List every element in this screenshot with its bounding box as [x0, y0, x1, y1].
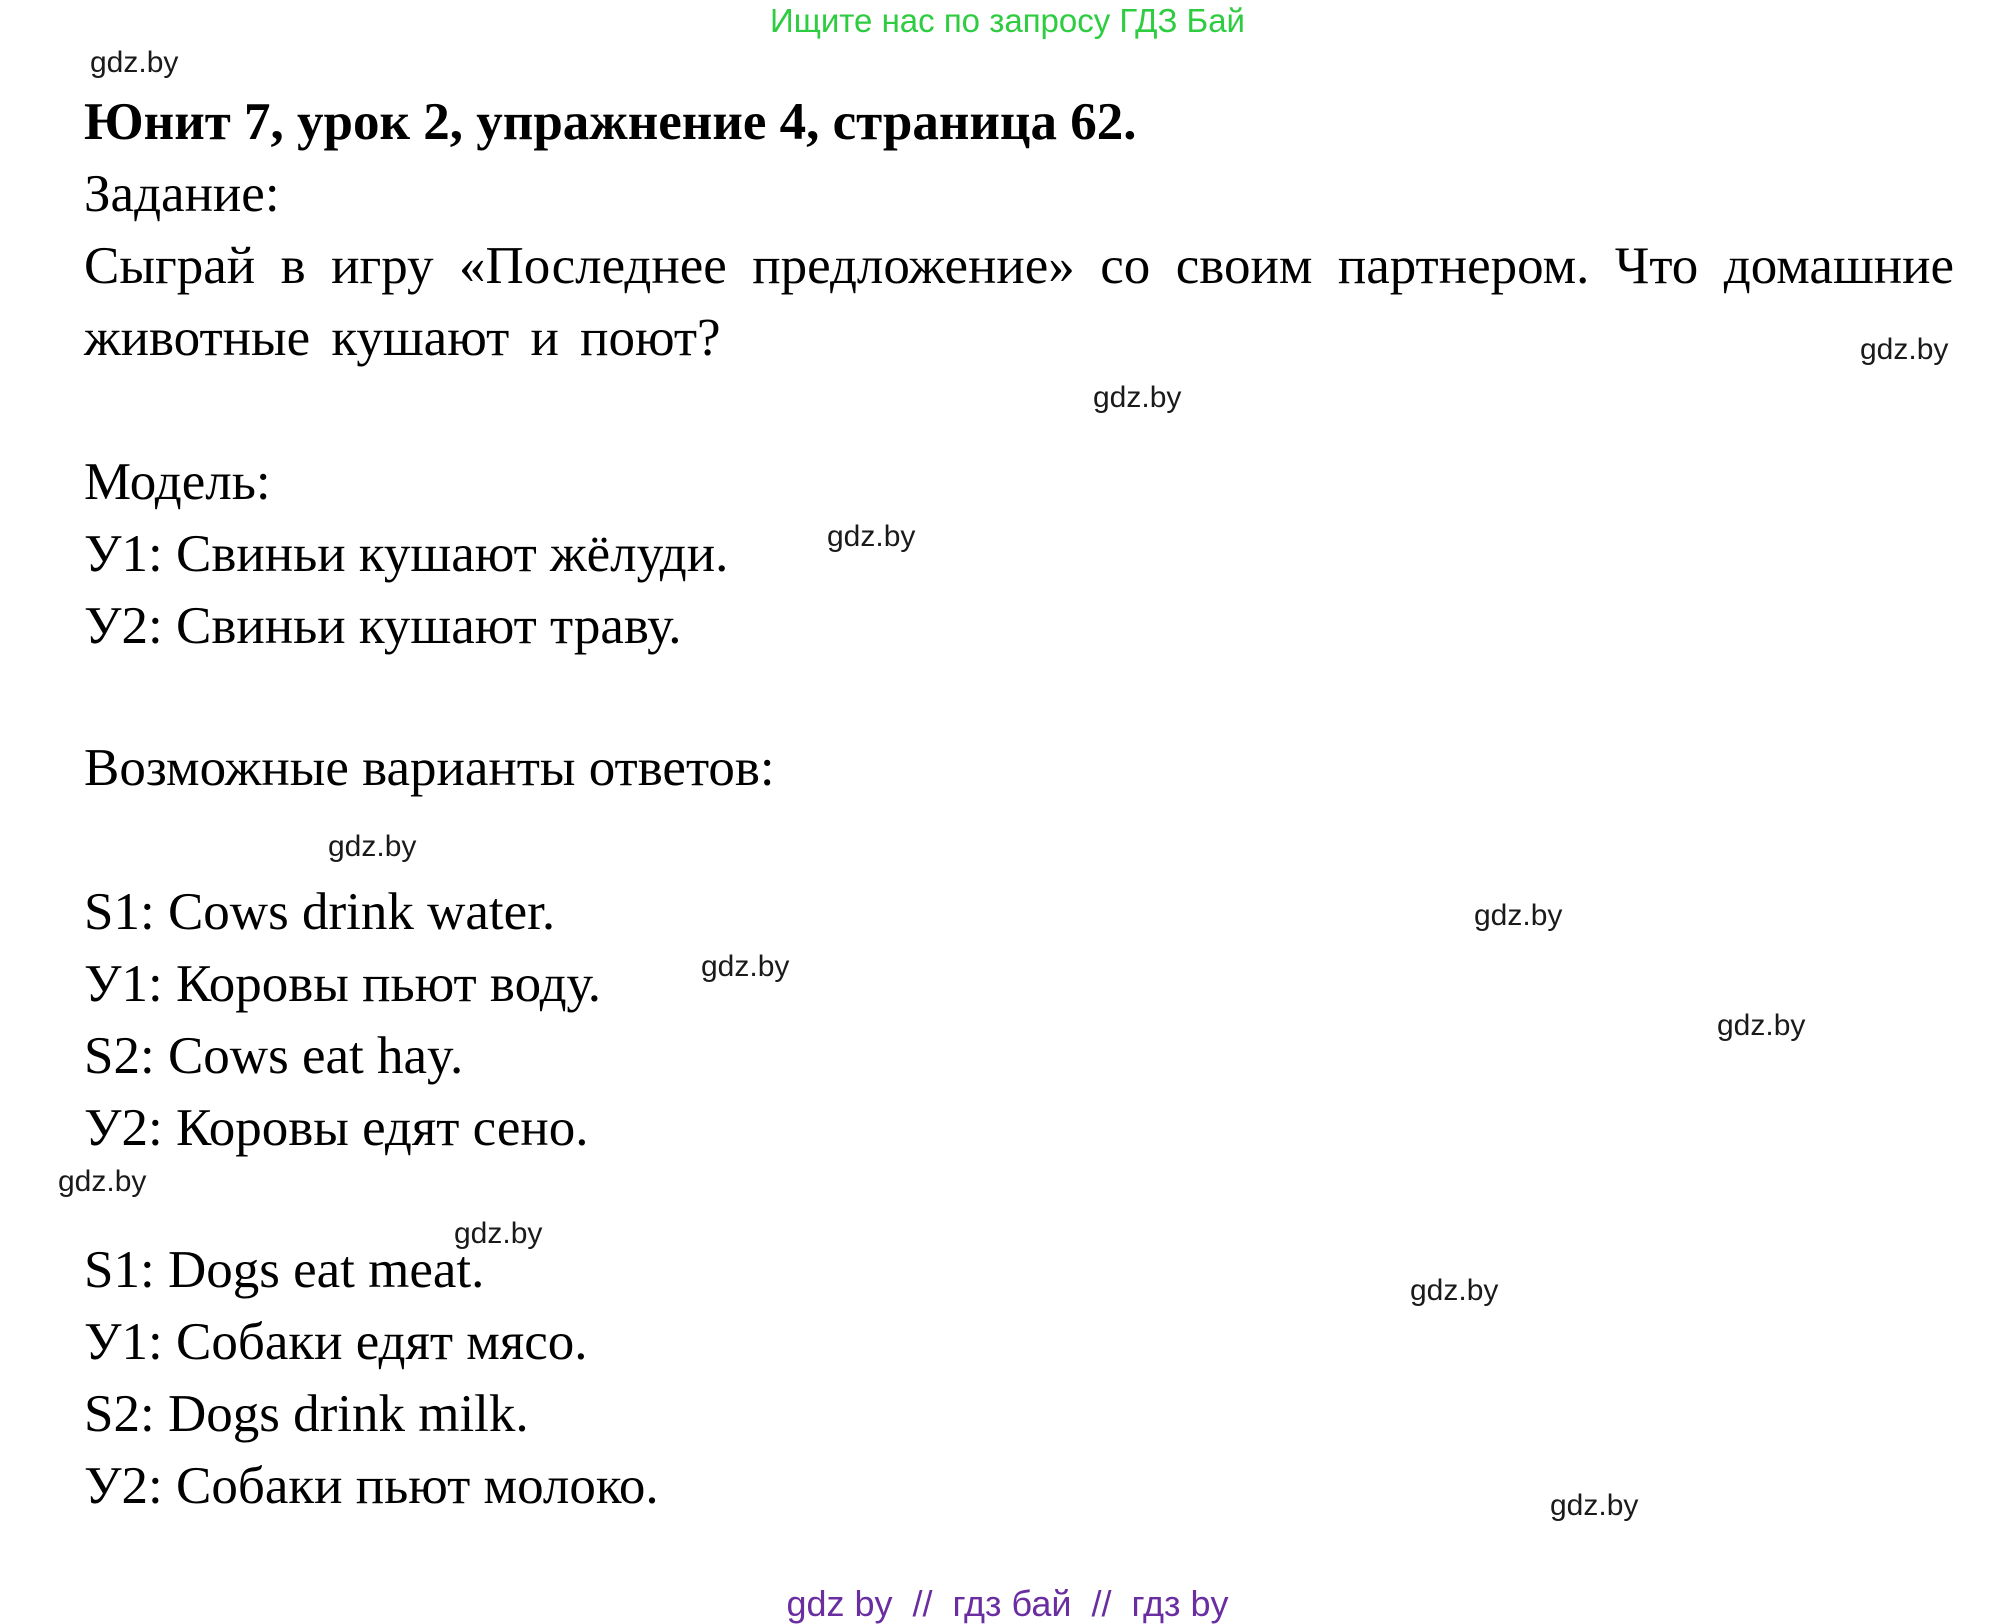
watermark: gdz.by [90, 46, 179, 79]
spacer [84, 374, 1954, 446]
top-banner: Ищите нас по запросу ГДЗ Бай [770, 2, 1245, 39]
page-title: Юнит 7, урок 2, упражнение 4, страница 62. [84, 93, 1137, 151]
watermark: gdz.by [1550, 1489, 1639, 1522]
exercise-content [84, 86, 1954, 1522]
watermark: gdz.by [701, 950, 790, 983]
task-label: Задание: [84, 165, 280, 223]
model-line: У2: Свиньи кушают траву. [84, 597, 682, 655]
answer-line: У1: Коровы пьют воду. [84, 955, 601, 1013]
footer-links: gdz by // гдз бай // гдз by [786, 1583, 1229, 1624]
model-line: У1: Свиньи кушают жёлуди. [84, 525, 729, 583]
answer-line: S1: Cows drink water. [84, 883, 556, 941]
answer-line: S2: Dogs drink milk. [84, 1385, 529, 1443]
task-text: Сыграй в игру «Последнее предложение» со своим партнером. Что домашние животные кушают и поют? [84, 237, 1954, 367]
answers-label: Возможные варианты ответов: [84, 739, 775, 797]
watermark: gdz.by [58, 1165, 147, 1198]
watermark: gdz.by [1860, 333, 1949, 366]
answer-line: У2: Собаки пьют молоко. [84, 1457, 659, 1515]
answer-line: У2: Коровы едят сено. [84, 1099, 589, 1157]
watermark: gdz.by [1093, 381, 1182, 414]
watermark: gdz.by [1717, 1009, 1806, 1042]
answer-line: У1: Собаки едят мясо. [84, 1313, 588, 1371]
watermark: gdz.by [827, 520, 916, 553]
watermark: gdz.by [1410, 1274, 1499, 1307]
watermark: gdz.by [454, 1217, 543, 1250]
spacer [84, 1164, 1954, 1234]
answer-line: S2: Cows eat hay. [84, 1027, 464, 1085]
watermark: gdz.by [1474, 899, 1563, 932]
spacer [84, 662, 1954, 732]
watermark: gdz.by [328, 830, 417, 863]
answer-line: S1: Dogs eat meat. [84, 1241, 485, 1299]
model-label: Модель: [84, 453, 271, 511]
